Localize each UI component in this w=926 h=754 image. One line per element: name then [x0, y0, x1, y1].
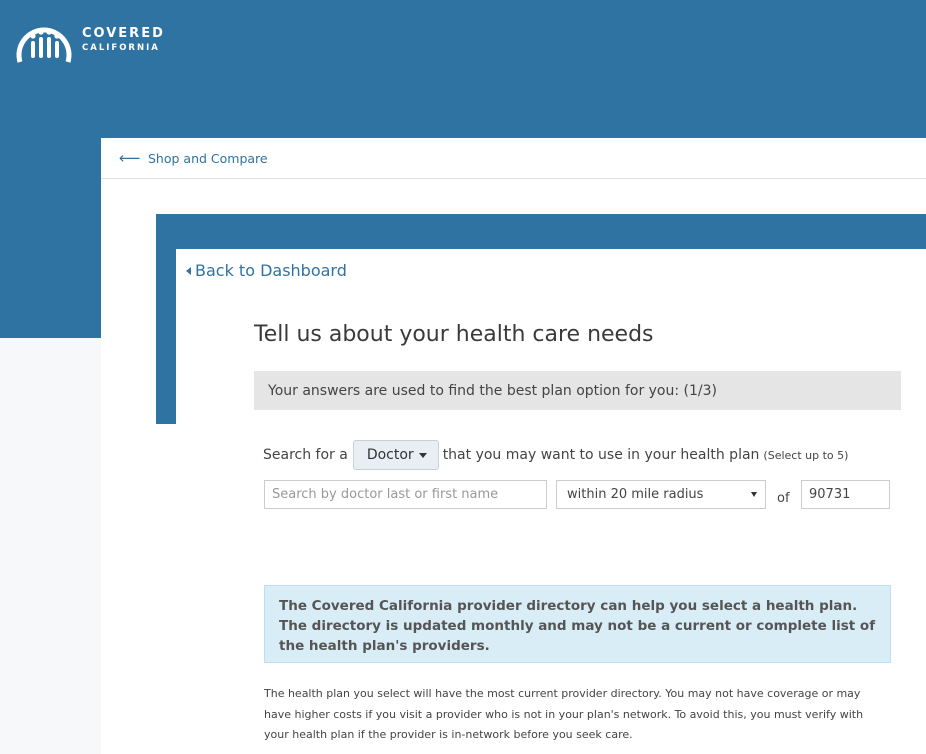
progress-banner [254, 371, 901, 410]
progress-text: Your answers are used to find the best plan option for you: (1/3) [268, 382, 717, 399]
brand-name-line1: COVERED [82, 26, 165, 42]
caret-down-icon [419, 453, 427, 458]
doctor-name-search-input[interactable] [264, 480, 547, 509]
brand-logo[interactable] [14, 12, 165, 68]
select-limit-note: (Select up to 5) [763, 448, 849, 462]
of-label: of [777, 491, 790, 506]
back-to-dashboard-label: Back to Dashboard [195, 261, 347, 280]
page-title: Tell us about your health care needs [254, 322, 654, 347]
coverage-disclaimer: The health plan you select will have the most current provider directory. You may not have coverage or may have higher costs if you visit a provider who is not in your plan's network. To avoid this, you must verify with your health plan if the provider is in-network before you seek care. [264, 687, 864, 741]
back-to-dashboard-link[interactable] [186, 261, 347, 280]
covered-california-logo-icon [14, 12, 74, 68]
search-prefix: Search for a [263, 447, 348, 463]
arrow-left-icon[interactable]: ⟵ [119, 149, 141, 167]
health-needs-card [176, 249, 926, 754]
search-suffix: that you may want to use in your health plan [442, 447, 760, 463]
provider-type-label: Doctor [366, 447, 414, 463]
provider-directory-info: The Covered California provider directory can help you select a health plan. The directory is updated monthly and may not be a current or complete list of the health plan's providers. [264, 585, 891, 663]
provider-type-dropdown[interactable] [353, 440, 439, 470]
radius-select[interactable] [556, 480, 766, 509]
search-sentence [263, 440, 848, 470]
brand-name-line2: CALIFORNIA [82, 43, 160, 54]
breadcrumb [101, 138, 926, 179]
zip-code-input[interactable] [801, 480, 890, 509]
select-caret-icon [751, 492, 757, 497]
caret-left-icon [186, 267, 191, 275]
shop-and-compare-link[interactable]: Shop and Compare [148, 150, 268, 166]
radius-select-value: within 20 mile radius [567, 487, 704, 502]
